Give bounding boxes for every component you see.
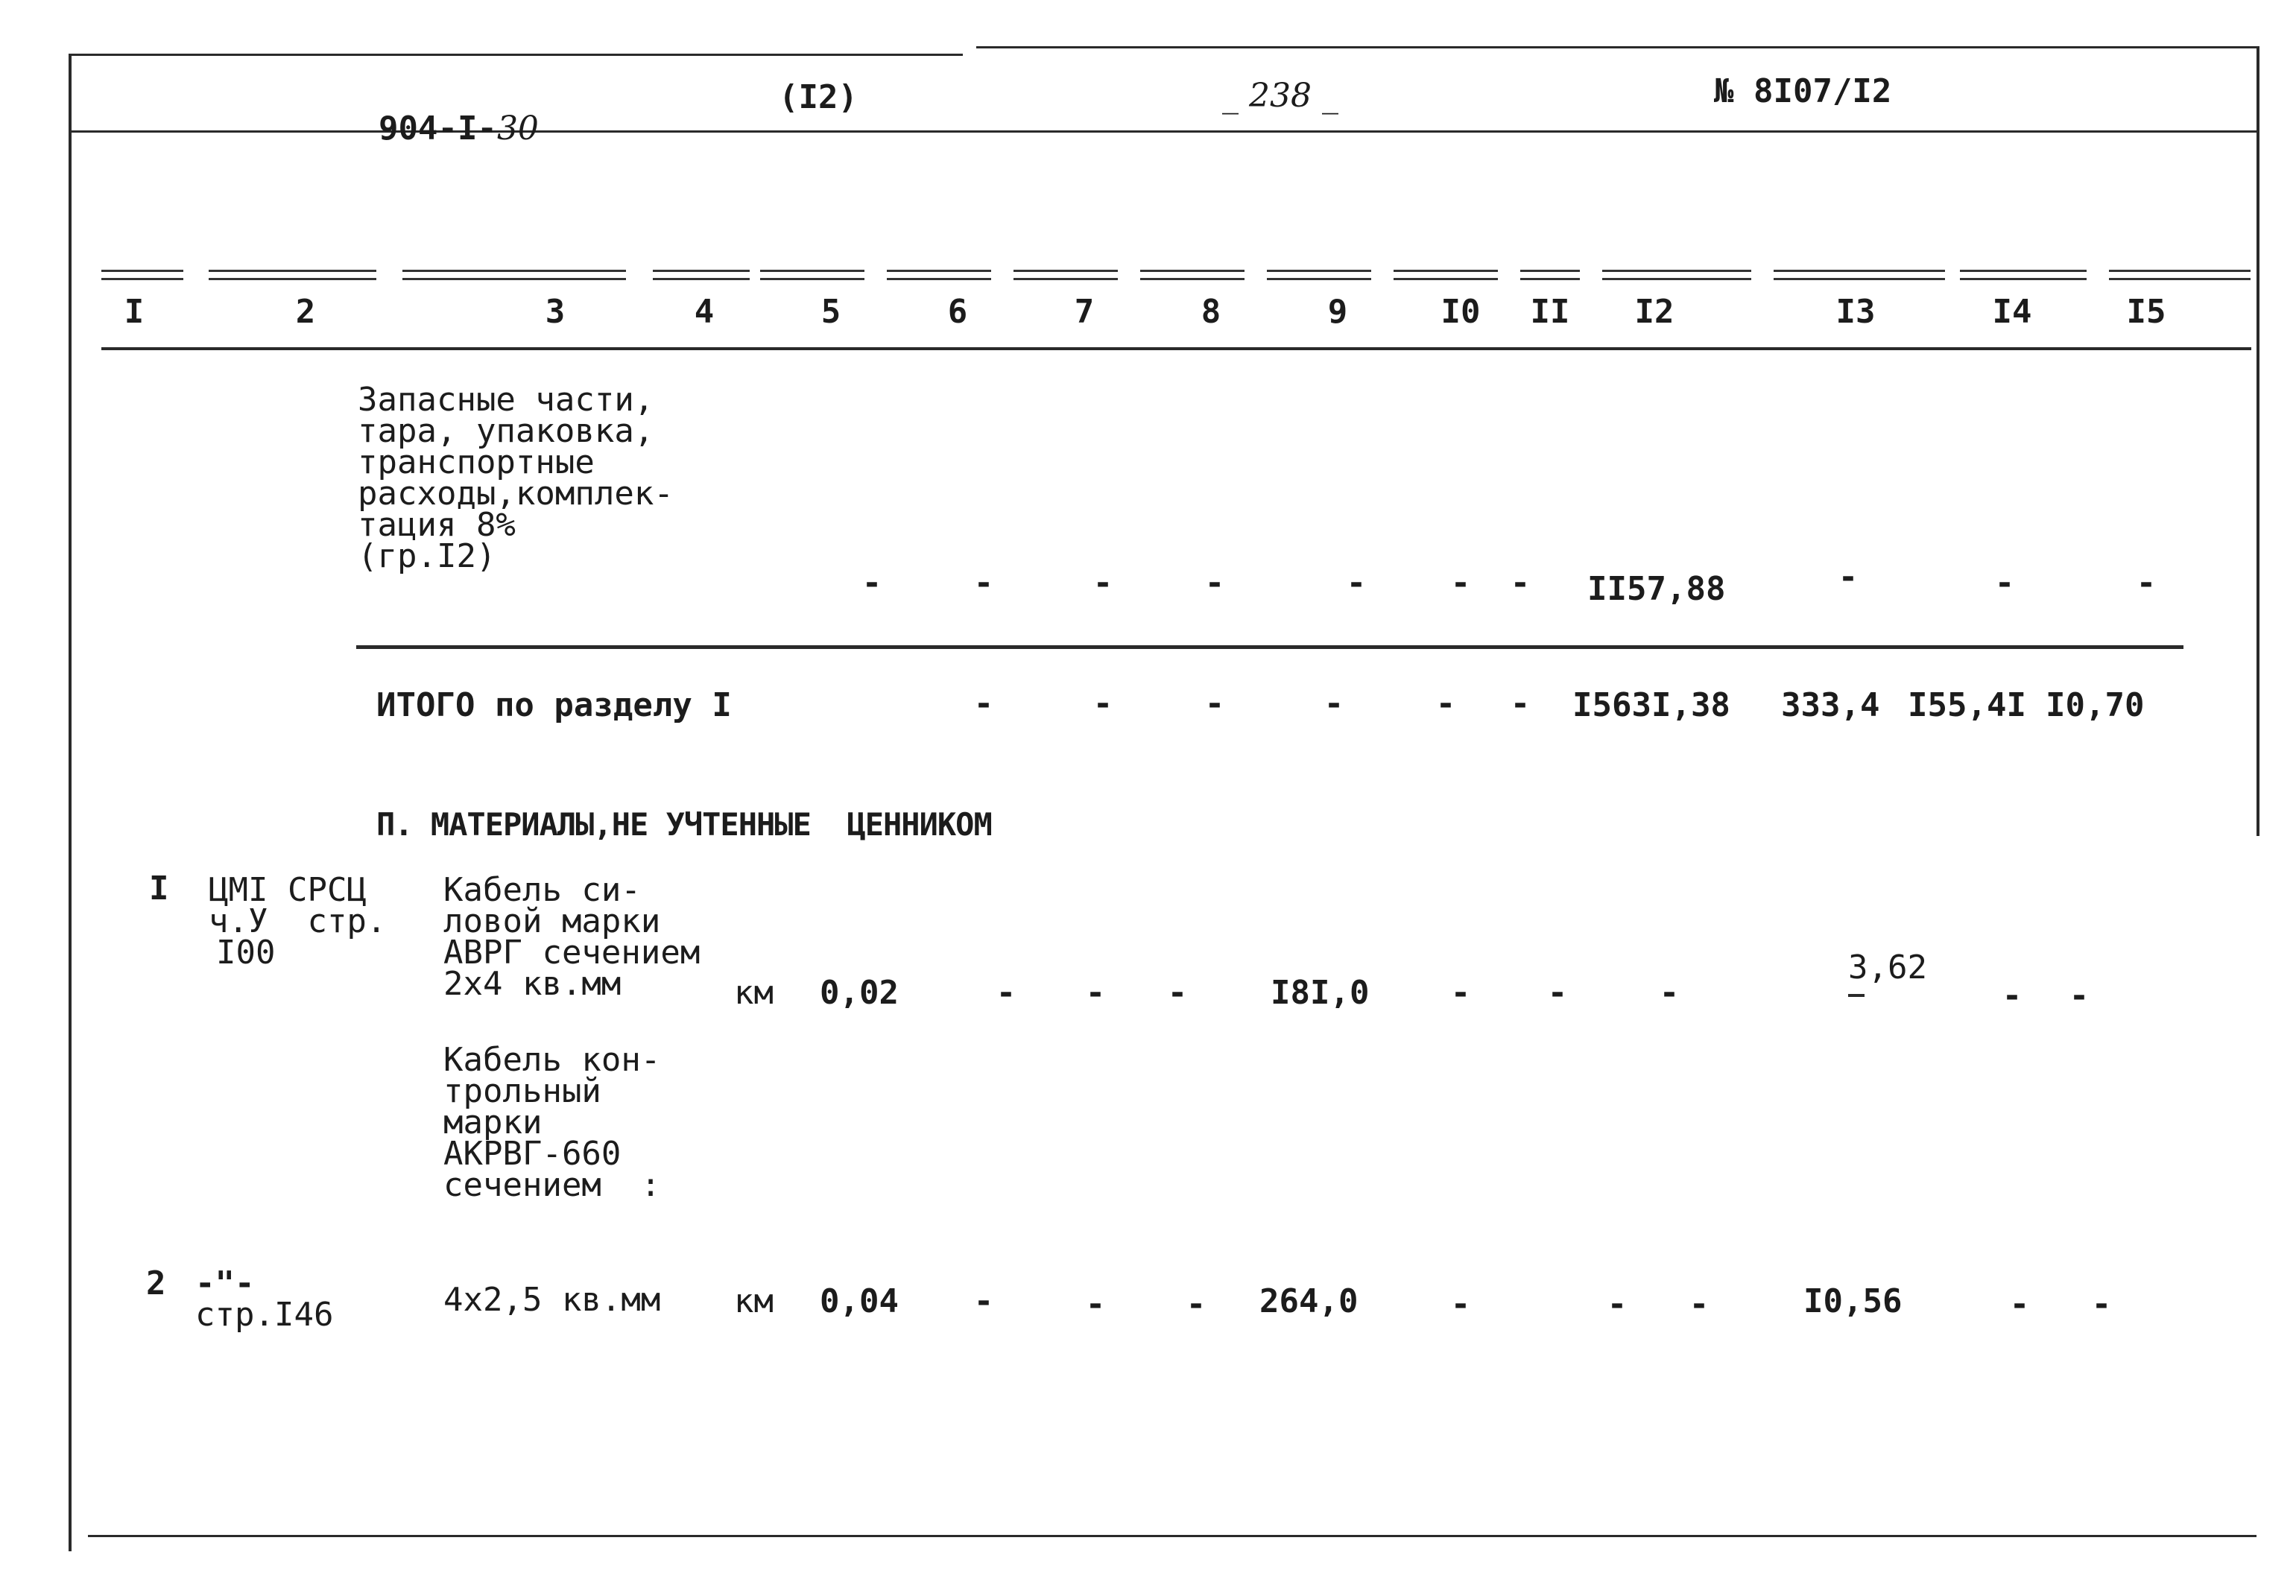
spare-parts-col15: - — [2136, 564, 2157, 602]
row-ref-line: ч.У стр. — [209, 902, 387, 940]
column-number: 8 — [1201, 293, 1221, 331]
column-number: II — [1530, 293, 1570, 331]
total-col15: I0,70 — [2046, 686, 2145, 724]
row-col14: - — [2002, 977, 2023, 1015]
column-number: 7 — [1074, 293, 1095, 331]
column-number: 3 — [545, 293, 566, 331]
frame-right-line — [2257, 46, 2259, 836]
row-unit: км — [734, 974, 774, 1012]
subheader-line: Кабель кон- — [443, 1041, 661, 1079]
sheet-ref: (I2) — [779, 78, 858, 116]
spare-parts-desc-line: тара, упаковка, — [358, 412, 654, 450]
spare-parts-desc-line: Запасные части, — [358, 381, 654, 419]
dash-cell: - — [1092, 685, 1113, 723]
spare-parts-col12: II57,88 — [1587, 570, 1726, 608]
row-price: I8I,0 — [1271, 974, 1370, 1012]
row-qty: 0,02 — [820, 974, 899, 1012]
frame-left-line — [69, 54, 72, 1551]
dash-cell: - — [1547, 974, 1568, 1012]
dash-cell: - — [1092, 564, 1113, 602]
dash-cell: - — [1510, 564, 1531, 602]
row-desc-line: Кабель си- — [443, 871, 641, 909]
dash-cell: - — [1659, 974, 1680, 1012]
dash-cell: - — [1323, 685, 1344, 723]
dash-cell: - — [861, 564, 882, 602]
column-number: 5 — [820, 293, 841, 331]
dash-cell: - — [1510, 685, 1531, 723]
total-separator-line — [356, 645, 2183, 649]
row-col15: - — [2091, 1285, 2112, 1323]
dash-cell: - — [1450, 974, 1471, 1012]
row-desc-line: АВРГ сечением — [443, 934, 700, 972]
dash-cell: - — [1450, 564, 1471, 602]
row-col15: - — [2069, 977, 2090, 1015]
order-number: № 8I07/I2 — [1714, 72, 1892, 110]
row-ref-line: ЦМI СРСЦ — [209, 871, 367, 909]
column-header-underline — [101, 347, 2251, 350]
dash-cell: - — [1689, 1285, 1710, 1323]
dash-cell: - — [1085, 974, 1106, 1012]
dash-cell: - — [973, 685, 994, 723]
row-ref-line: стр.I46 — [195, 1296, 334, 1334]
column-number: 6 — [947, 293, 968, 331]
row-number: I — [149, 870, 169, 908]
dash-cell: - — [1167, 974, 1188, 1012]
column-number: I2 — [1634, 293, 1674, 331]
row-desc-line: 2х4 кв.мм — [443, 965, 622, 1003]
total-col14: I55,4I — [1908, 686, 2026, 724]
column-number: 2 — [295, 293, 316, 331]
row-ref-line: I00 — [216, 934, 276, 972]
spare-parts-col14: - — [1994, 564, 2015, 602]
row-number: 2 — [146, 1264, 166, 1302]
doc-code-print: 904-I- — [378, 110, 497, 148]
column-number: I — [124, 293, 145, 331]
dash-cell: - — [1435, 685, 1456, 723]
dash-cell: - — [1186, 1285, 1206, 1323]
section2-title: П. МАТЕРИАЛЫ,НЕ УЧТЕННЫЕ ЦЕННИКОМ — [376, 806, 992, 843]
dash-cell: - — [1204, 685, 1225, 723]
row-desc-line: 4х2,5 кв.мм — [443, 1281, 661, 1319]
column-number: 9 — [1327, 293, 1348, 331]
dash-cell: - — [1450, 1285, 1471, 1323]
row-col13: 3,62 — [1848, 949, 1927, 987]
column-number: I3 — [1835, 293, 1876, 331]
dash-cell: - — [1346, 564, 1367, 602]
page-number: _ 238 _ — [1222, 77, 1338, 115]
row-desc-line: ловой марки — [443, 902, 661, 940]
column-number: I4 — [1992, 293, 2032, 331]
row-qty: 0,04 — [820, 1282, 899, 1320]
total-col13: 333,4 — [1781, 686, 1880, 724]
subheader-line: АКРВГ-660 — [443, 1135, 622, 1173]
spare-parts-desc-line: тация 8% — [358, 506, 516, 544]
spare-parts-desc-line: расходы,комплек- — [358, 475, 674, 513]
subheader-line: трольный — [443, 1072, 601, 1110]
row-col13: I0,56 — [1803, 1282, 1903, 1320]
row-unit: км — [734, 1282, 774, 1320]
column-number: I5 — [2126, 293, 2166, 331]
dash-cell: - — [1204, 564, 1225, 602]
dash-cell: - — [1085, 1285, 1106, 1323]
row-ref-line: -"- — [195, 1264, 255, 1302]
spare-parts-desc-line: (гр.I2) — [358, 537, 496, 575]
spare-parts-col13: - — [1838, 558, 1859, 596]
spare-parts-desc-line: транспортные — [358, 443, 595, 481]
column-number: I0 — [1440, 293, 1481, 331]
dash-cell: - — [973, 1282, 994, 1320]
dash-cell: - — [996, 974, 1016, 1012]
doc-code-handwritten: 30 — [496, 110, 539, 148]
col13-underline — [1848, 994, 1865, 997]
row-price: 264,0 — [1259, 1282, 1359, 1320]
frame-top-line — [69, 54, 963, 56]
total-label: ИТОГО по разделу I — [376, 686, 732, 724]
doc-code — [339, 77, 539, 146]
dash-cell: - — [973, 564, 994, 602]
column-number: 4 — [694, 293, 715, 331]
frame-bottom-line — [88, 1535, 2257, 1537]
dash-cell: - — [1607, 1285, 1628, 1323]
row-col14: - — [2009, 1285, 2030, 1323]
subheader-line: сечением : — [443, 1166, 661, 1204]
frame-top-line-right — [976, 46, 2258, 48]
subheader-line: марки — [443, 1103, 543, 1141]
total-col12: I563I,38 — [1572, 686, 1730, 724]
